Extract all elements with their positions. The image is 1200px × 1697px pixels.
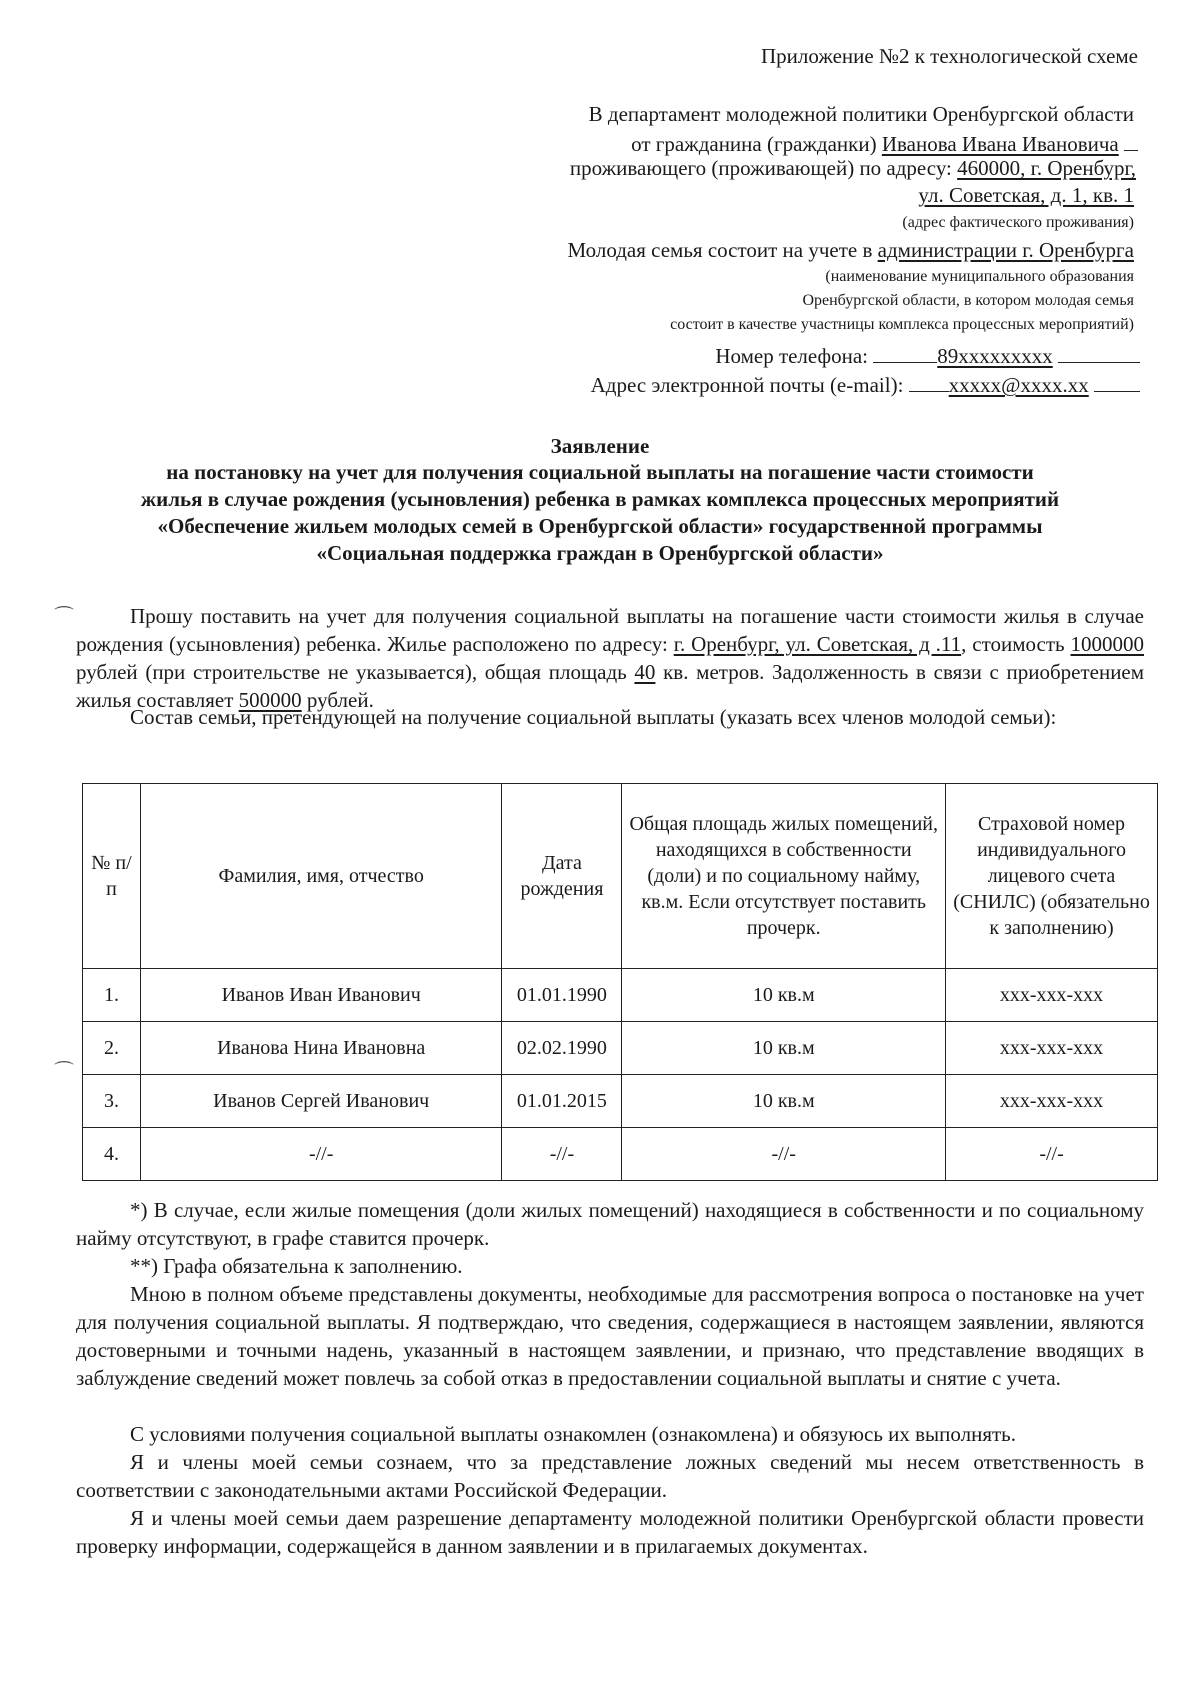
cell-num: 2. <box>83 1022 141 1075</box>
request-cost: 1000000 <box>1070 632 1144 656</box>
note-1: *) В случае, если жилые помещения (доли жилых помещений) находящиеся в собственности и по социальному найму отсутствуют, в графе ставится прочерк. <box>76 1198 1144 1250</box>
from-name: Иванова Ивана Ивановича <box>881 132 1119 156</box>
doc-subtitle-3: «Обеспечение жильем молодых семей в Оренбургской области» государственной программы <box>157 514 1043 538</box>
cell-dob: -//- <box>502 1128 622 1181</box>
residence-label: проживающего (проживающей) по адресу: <box>569 156 952 180</box>
address-line2: ул. Советская, д. 1, кв. 1 <box>918 183 1134 207</box>
request-paragraph: Прошу поставить на учет для получения социальной выплаты на погашение части стоимости жилья в случае рождения (усыновления) ребенка. Жилье расположено по адресу: г. Оренбург, ул. Советская, д .11, стоимость 1000000 рублей (при строительстве не указывается), общая площадь 40 кв. метров. Задолженность в связи с приобретением жилья составляет 500000 рублей. <box>76 604 1145 712</box>
cell-name: -//- <box>140 1128 502 1181</box>
cell-dob: 01.01.2015 <box>502 1075 622 1128</box>
cell-num: 3. <box>83 1075 141 1128</box>
col-header-name: Фамилия, имя, отчество <box>140 784 502 969</box>
cell-name: Иванов Иван Иванович <box>140 969 502 1022</box>
registered-hint-1: (наименование муниципального образования <box>825 268 1134 285</box>
email-label: Адрес электронной почты (e-mail): <box>590 373 904 397</box>
cell-name: Иванов Сергей Иванович <box>140 1075 502 1128</box>
col-header-area: Общая площадь жилых помещений, находящихся в собственности (доли) и по социальному найму, кв.м. Если отсутствует поставить прочерк. <box>622 784 946 969</box>
phone-line <box>715 340 1140 370</box>
cell-snils: xxx-xxx-xxx <box>946 969 1158 1022</box>
cell-area: 10 кв.м <box>622 1075 946 1128</box>
phone-label: Номер телефона: <box>715 344 868 368</box>
cell-snils: xxx-xxx-xxx <box>946 1075 1158 1128</box>
scan-mark: ⌒ <box>54 1061 74 1083</box>
cell-area: -//- <box>622 1128 946 1181</box>
request-area: 40 <box>634 660 656 684</box>
cell-dob: 01.01.1990 <box>502 969 622 1022</box>
cell-area: 10 кв.м <box>622 1022 946 1075</box>
table-row <box>83 1075 1158 1128</box>
request-address: г. Оренбург, ул. Советская, д .11 <box>673 632 962 656</box>
doc-subtitle-4: «Социальная поддержка граждан в Оренбургской области» <box>316 541 884 565</box>
cell-dob: 02.02.1990 <box>502 1022 622 1075</box>
doc-subtitle-2: жилья в случае рождения (усыновления) ребенка в рамках комплекса процессных мероприятий <box>140 487 1060 511</box>
table-row <box>83 1128 1158 1181</box>
request-debt: 500000 <box>238 688 302 712</box>
from-label: от гражданина (гражданки) <box>631 132 877 156</box>
col-header-dob: Дата рождения <box>502 784 622 969</box>
registered-line <box>567 236 1134 264</box>
registered-hint-3: состоит в качестве участницы комплекса процессных мероприятий) <box>670 316 1134 333</box>
family-table <box>82 783 1158 1181</box>
cell-name: Иванова Нина Ивановна <box>140 1022 502 1075</box>
appendix-note: Приложение №2 к технологической схеме <box>760 44 1138 68</box>
residence-line <box>570 154 1136 182</box>
responsibility-paragraph: Я и члены моей семьи сознаем, что за представление ложных сведений мы несем ответственность в соответствии с законодательными актами Российской Федерации. <box>76 1450 1144 1502</box>
phone-value: 89xxxxxxxxx <box>937 344 1053 368</box>
doc-subtitle-1: на постановку на учет для получения социальной выплаты на погашение части стоимости <box>166 460 1034 484</box>
registered-label: Молодая семья состоит на учете в <box>567 238 873 262</box>
table-header-row <box>83 784 1158 969</box>
addressee: В департамент молодежной политики Оренбургской области <box>588 102 1134 126</box>
table-row <box>83 1022 1158 1075</box>
address-line1: 460000, г. Оренбург, <box>957 156 1136 180</box>
col-header-num: № п/п <box>83 784 141 969</box>
family-intro: Состав семьи, претендующей на получение социальной выплаты (указать всех членов молодой семьи): <box>130 705 1057 729</box>
note-2: **) Графа обязательна к заполнению. <box>130 1254 463 1278</box>
conditions-paragraph: С условиями получения социальной выплаты ознакомлен (ознакомлена) и обязуюсь их выполнять. <box>130 1422 1016 1446</box>
confirmation-paragraph: Мною в полном объеме представлены документы, необходимые для рассмотрения вопроса о постановке на учет для получения социальной выплаты. Я подтверждаю, что сведения, содержащиеся в настоящем заявлении, являются достоверными и точными надень, указанный в настоящем заявлении, и признаю, что представление вводящих в заблуждение сведений может повлечь за собой отказ в предоставлении социальной выплаты и снятие с учета. <box>76 1282 1144 1390</box>
col-header-snils: Страховой номер индивидуального лицевого счета (СНИЛС) (обязательно к заполнению) <box>946 784 1158 969</box>
email-value: xxxxx@xxxx.xx <box>948 373 1089 397</box>
registered-at: администрации г. Оренбурга <box>877 238 1134 262</box>
table-row <box>83 969 1158 1022</box>
address-hint: (адрес фактического проживания) <box>902 214 1134 231</box>
cell-area: 10 кв.м <box>622 969 946 1022</box>
email-line <box>591 369 1140 399</box>
cell-snils: xxx-xxx-xxx <box>946 1022 1158 1075</box>
cell-snils: -//- <box>946 1128 1158 1181</box>
cell-num: 1. <box>83 969 141 1022</box>
cell-num: 4. <box>83 1128 141 1181</box>
doc-title: Заявление <box>550 434 650 458</box>
permission-paragraph: Я и члены моей семьи даем разрешение департаменту молодежной политики Оренбургской области провести проверку информации, содержащейся в данном заявлении и в прилагаемых документах. <box>76 1506 1144 1558</box>
registered-hint-2: Оренбургской области, в котором молодая семья <box>802 292 1134 309</box>
scan-mark: ⌒ <box>54 606 74 628</box>
